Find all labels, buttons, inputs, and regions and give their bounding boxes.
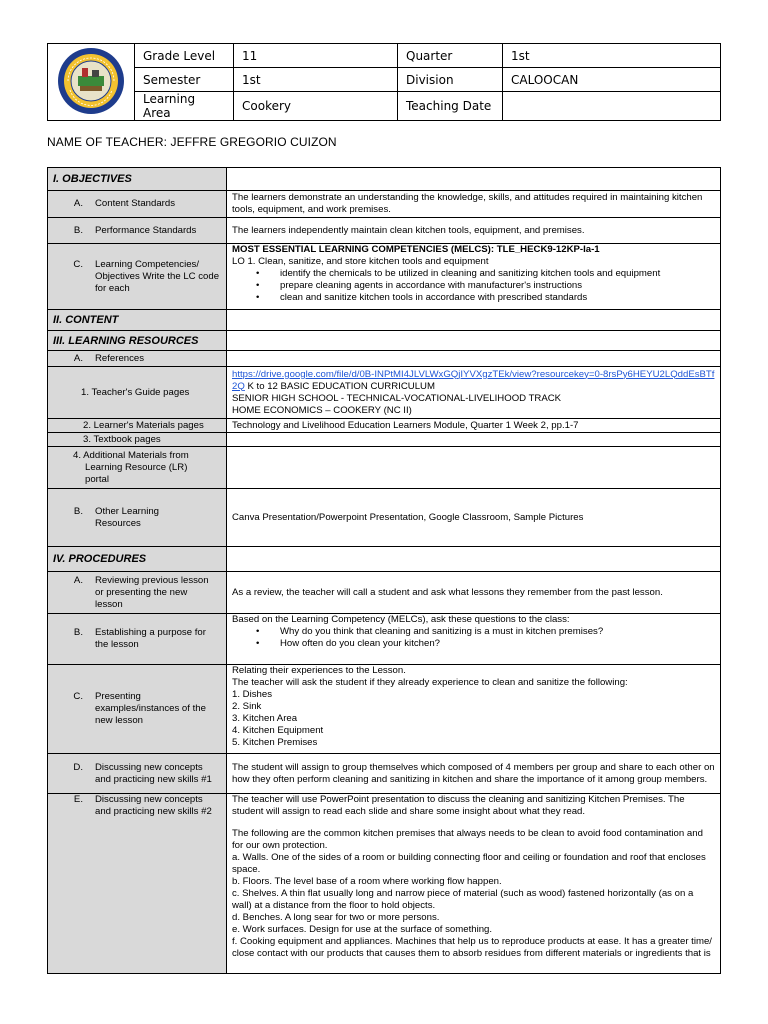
discussing-concepts-1-text: The student will assign to group themselves which composed of 4 members per group and share to each other on how they often perform cleaning and sanitizing in kitchen and share the importance of it among group members. — [227, 754, 721, 794]
list-item: • How often do you clean your kitchen? — [280, 638, 715, 650]
additional-materials-label: 4. Additional Materials from Learning Resource (LR) portal — [48, 447, 227, 489]
division-value: CALOOCAN — [503, 68, 721, 92]
learning-competencies-label: C. Learning Competencies/ Objectives Write the LC code for each — [48, 244, 227, 310]
header-table — [47, 43, 721, 121]
other-resources-label: B. Other Learning Resources — [48, 489, 227, 547]
quarter-value: 1st — [503, 44, 721, 68]
list-item: a. Walls. One of the sides of a room or building connecting floor and ceiling or foundation and roof that encloses space. — [232, 852, 706, 875]
content-standards-label: A. Content Standards — [48, 191, 227, 218]
presenting-examples-label: C. Presenting examples/instances of the new lesson — [48, 665, 227, 754]
content-standards-text: The learners demonstrate an understanding the knowledge, skills, and attitudes required in maintaining kitchen tools, equipment, and work premises. — [227, 191, 721, 218]
curriculum-link[interactable]: https://drive.google.com/file/d/0B-INPtMI4JLVLWxGQjIYVXgzTEk/view?resourcekey=0-8rsPy6HEYU2LQddEsBTf2Q — [232, 368, 715, 392]
establishing-purpose-label: B. Establishing a purpose for the lesson — [48, 614, 227, 665]
content-heading: II. CONTENT — [48, 310, 227, 331]
lesson-table — [47, 167, 721, 974]
list-item: c. Shelves. A thin flat usually long and narrow piece of material (such as wood) fastened horizontally (as on a wall) at a distance from the floor to hold objects. — [232, 888, 694, 911]
list-item: f. Cooking equipment and appliances. Machines that help us to reproduce products at ease. It has a greater time/ close contact with our products that causes them to absorb residues from different materials or ingredients that is — [232, 936, 712, 959]
learning-competencies-text — [227, 244, 721, 310]
learners-materials-text: Technology and Livelihood Education Learners Module, Quarter 1 Week 2, pp.1-7 — [227, 419, 721, 433]
lo-line: LO 1. Clean, sanitize, and store kitchen tools and equipment — [232, 256, 489, 267]
learning-area-value: Cookery — [234, 92, 398, 121]
discussing-concepts-1-label: D. Discussing new concepts and practicing new skills #1 — [48, 754, 227, 794]
textbook-label: 3. Textbook pages — [48, 433, 227, 447]
performance-standards-label: B. Performance Standards — [48, 218, 227, 244]
learners-materials-label: 2. Learner's Materials pages — [48, 419, 227, 433]
semester-value: 1st — [234, 68, 398, 92]
list-item: • identify the chemicals to be utilized in cleaning and sanitizing kitchen tools and equipment — [280, 268, 715, 280]
performance-standards-text: The learners independently maintain clean kitchen tools, equipment, and premises. — [227, 218, 721, 244]
learning-resources-heading: III. LEARNING RESOURCES — [48, 331, 227, 351]
division-label: Division — [398, 68, 503, 92]
reviewing-lesson-text: As a review, the teacher will call a student and ask what lessons they remember from the past lesson. — [227, 572, 721, 614]
teachers-guide-label: 1. Teacher's Guide pages — [48, 367, 227, 419]
other-resources-text: Canva Presentation/Powerpoint Presentation, Google Classroom, Sample Pictures — [227, 489, 721, 547]
competency-list — [232, 268, 715, 304]
learning-area-label: Learning Area — [135, 92, 234, 121]
grade-level-value: 11 — [234, 44, 398, 68]
establishing-purpose-text: Based on the Learning Competency (MELCs), ask these questions to the class: • Why do you think that cleaning and sanitizing is a must in kitchen premises? • How often do you clean your kitchen? — [227, 614, 721, 665]
discussing-concepts-2-text: The teacher will use PowerPoint presentation to discuss the cleaning and sanitizing Kitchen Premises. The student will assign to read each slide and share some insight about what they read. The following are the common kitchen premises that always needs to be clean to avoid food contamination and for our own protection. a. Walls. One of the sides of a room or building connecting floor and ceiling or foundation and roof that encloses space. b. Floors. The level base of a room where working flow happen. c. Shelves. A thin flat usually long and narrow piece of material (such as wood) fastened horizontally (as on a wall) at a distance from the floor to hold objects. d. Benches. A long sear for two or more persons. e. Work surfaces. Design for use at the surface of something. f. Cooking equipment and appliances. Machines that help us to reproduce products at ease. It has a greater time/ close contact with our products that causes them to absorb residues from different materials or ingredients that is — [227, 794, 721, 974]
list-item: e. Work surfaces. Design for use at the surface of something. — [232, 924, 493, 935]
references-label: A. References — [48, 351, 227, 367]
purpose-questions — [232, 626, 715, 650]
grade-level-label: Grade Level — [135, 44, 234, 68]
list-item: • Why do you think that cleaning and sanitizing is a must in kitchen premises? — [280, 626, 715, 638]
quarter-label: Quarter — [398, 44, 503, 68]
semester-label: Semester — [135, 68, 234, 92]
teaching-date-value — [503, 92, 721, 121]
list-item: • prepare cleaning agents in accordance with manufacturer's instructions — [280, 280, 715, 292]
school-seal-icon — [56, 46, 126, 116]
reviewing-lesson-label: A. Reviewing previous lesson or presenting the new lesson — [48, 572, 227, 614]
discussing-concepts-2-label: E. Discussing new concepts and practicing new skills #2 — [48, 794, 227, 974]
presenting-examples-text: Relating their experiences to the Lesson. The teacher will ask the student if they already experience to clean and sanitize the following: 1. Dishes 2. Sink 3. Kitchen Area 4. Kitchen Equipment 5. Kitchen Premises — [227, 665, 721, 754]
school-seal-cell — [48, 44, 135, 121]
list-item: d. Benches. A long sear for two or more persons. — [232, 912, 440, 923]
objectives-heading: I. OBJECTIVES — [48, 168, 227, 191]
teachers-guide-text: https://drive.google.com/file/d/0B-INPtMI4JLVLWxGQjIYVXgzTEk/view?resourcekey=0-8rsPy6HEYU2LQddEsBTf2Q K to 12 BASIC EDUCATION CURRICULUM SENIOR HIGH SCHOOL - TECHNICAL-VOCATIONAL-LIVELIHOOD TRACK HOME ECONOMICS – COOKERY (NC II) — [227, 367, 721, 419]
list-item: b. Floors. The level base of a room where working flow happen. — [232, 876, 502, 887]
teaching-date-label: Teaching Date — [398, 92, 503, 121]
procedures-heading: IV. PROCEDURES — [48, 547, 227, 572]
list-item: • clean and sanitize kitchen tools in accordance with prescribed standards — [280, 292, 715, 304]
teacher-name: NAME OF TEACHER: JEFFRE GREGORIO CUIZON — [47, 135, 337, 149]
melcs-heading: MOST ESSENTIAL LEARNING COMPETENCIES (MELCS): TLE_HECK9-12KP-Ia-1 — [232, 244, 600, 255]
